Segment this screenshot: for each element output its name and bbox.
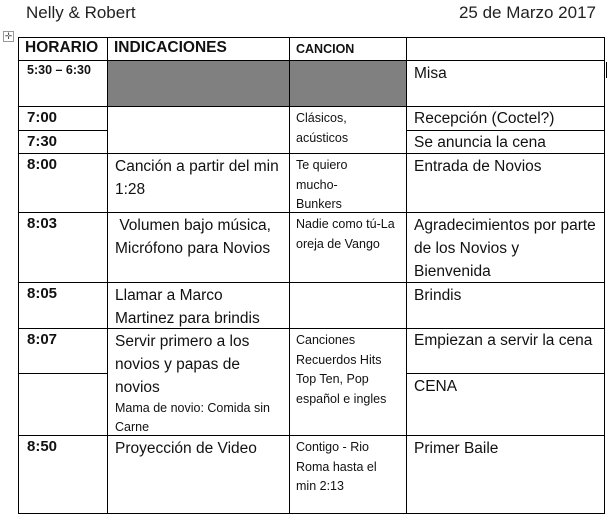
event-cell: Misa	[406, 60, 605, 107]
cancion-cell: Te quiero mucho-Bunkers	[289, 153, 407, 213]
event-cell	[406, 106, 605, 131]
move-arrows-icon[interactable]: ✛	[4, 31, 13, 41]
event-cell: Empiezan a servir la cena	[406, 328, 605, 374]
cancion-cell: Canciones Recuerdos Hits Top Ten, Pop español e ingles	[289, 328, 407, 436]
indicaciones-cell	[107, 106, 290, 154]
time-cell: 8:05	[18, 282, 108, 329]
document-header-date: 25 de Marzo 2017	[458, 3, 596, 22]
time-cell: 8:03	[18, 212, 108, 283]
indicaciones-cell: Volumen bajo música, Micrófono para Novios	[107, 212, 290, 283]
indicaciones-cell: Canción a partir del min 1:28	[107, 153, 290, 213]
event-cell: Entrada de Novios	[406, 153, 605, 213]
cancion-cell: Contigo - Rio Roma hasta el min 2:13	[289, 435, 407, 514]
time-cell	[18, 373, 108, 436]
cancion-cell: Nadie como tú-La oreja de Vango	[289, 212, 407, 283]
event-cell: Agradecimientos por parte de los Novios y Bienvenida	[406, 212, 605, 283]
cancion-cell: Clásicos, acústicos	[289, 106, 407, 154]
indicaciones-cell: Proyección de Video	[107, 435, 290, 514]
document-header-names: Nelly & Robert	[26, 3, 136, 22]
cancion-cell	[289, 282, 407, 329]
time-cell: 8:00	[18, 153, 108, 213]
indicaciones-text: Servir primero a los novios y papas de novios	[115, 333, 250, 396]
event-cell: CENA	[406, 373, 605, 436]
table-row: 5:30 – 6:30	[18, 60, 108, 107]
column-header-cancion: CANCION	[289, 37, 407, 61]
column-header-indicaciones: INDICACIONES	[107, 37, 290, 61]
column-header-horario: HORARIO	[18, 37, 108, 61]
indicaciones-cell: Llamar a Marco Martinez para brindis	[107, 282, 290, 329]
text-cursor	[606, 62, 607, 78]
indicaciones-cell	[107, 328, 290, 436]
column-header-evento	[406, 37, 605, 61]
event-cell: Brindis	[406, 282, 605, 329]
shaded-cell	[289, 60, 407, 107]
event-cell: Se anuncia la cena	[406, 130, 605, 154]
time-cell: 8:50	[18, 435, 108, 514]
indicaciones-note: Mama de novio: Comida sin Carne	[115, 401, 270, 434]
event-cell: Primer Baile	[406, 435, 605, 514]
event-text-recepcion: Recepción (Coctel?)	[414, 110, 555, 127]
time-cell: 8:07	[18, 328, 108, 374]
shaded-cell	[107, 60, 290, 107]
time-cell: 7:30	[18, 130, 108, 154]
time-cell: 7:00	[18, 106, 108, 131]
